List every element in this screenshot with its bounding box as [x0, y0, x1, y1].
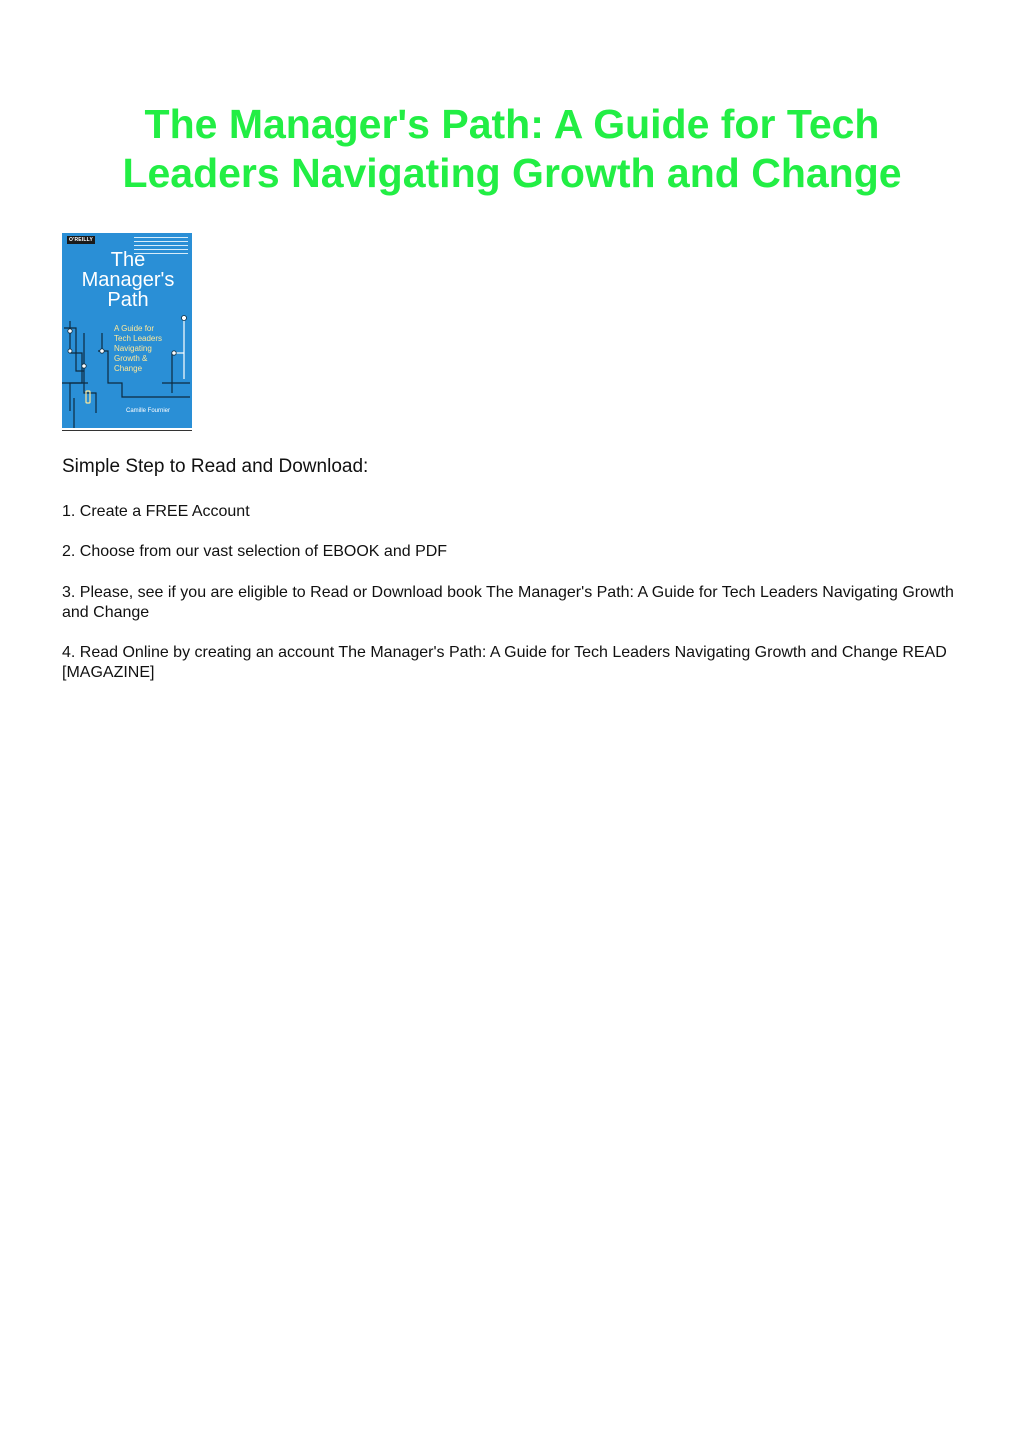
cover-title-line: Path — [107, 289, 149, 311]
cover-subtitle-line: Tech Leaders — [114, 334, 163, 343]
step-item: 3. Please, see if you are eligible to Read or Download book The Manager's Path: A Guide for Tech Leaders Navigating Growth and Change — [62, 584, 954, 621]
step-item: 1. Create a FREE Account — [62, 503, 250, 520]
step-item: 2. Choose from our vast selection of EBOOK and PDF — [62, 543, 448, 560]
cover-subtitle — [114, 324, 184, 374]
cover-subtitle-line: Navigating — [114, 344, 152, 353]
cover-subtitle-line: Change — [114, 364, 143, 373]
instructions-heading: Simple Step to Read and Download: — [62, 456, 369, 477]
cover-subtitle-line: Growth & — [114, 354, 148, 363]
cover-title — [68, 250, 188, 310]
cover-title-line: Manager's — [81, 269, 175, 291]
book-cover-image[interactable] — [62, 233, 192, 428]
cover-divider — [62, 430, 192, 431]
cover-title-line: The — [110, 249, 146, 271]
step-item: 4. Read Online by creating an account The Manager's Path: A Guide for Tech Leaders Navigating Growth and Change READ [MAGAZINE] — [62, 644, 947, 681]
page-title: The Manager's Path: A Guide for Tech Leaders Navigating Growth and Change — [122, 101, 902, 196]
publisher-logo: O'REILLY — [69, 237, 93, 243]
cover-subtitle-line: A Guide for — [114, 324, 155, 333]
cover-author: Camille Fournier — [126, 408, 171, 414]
